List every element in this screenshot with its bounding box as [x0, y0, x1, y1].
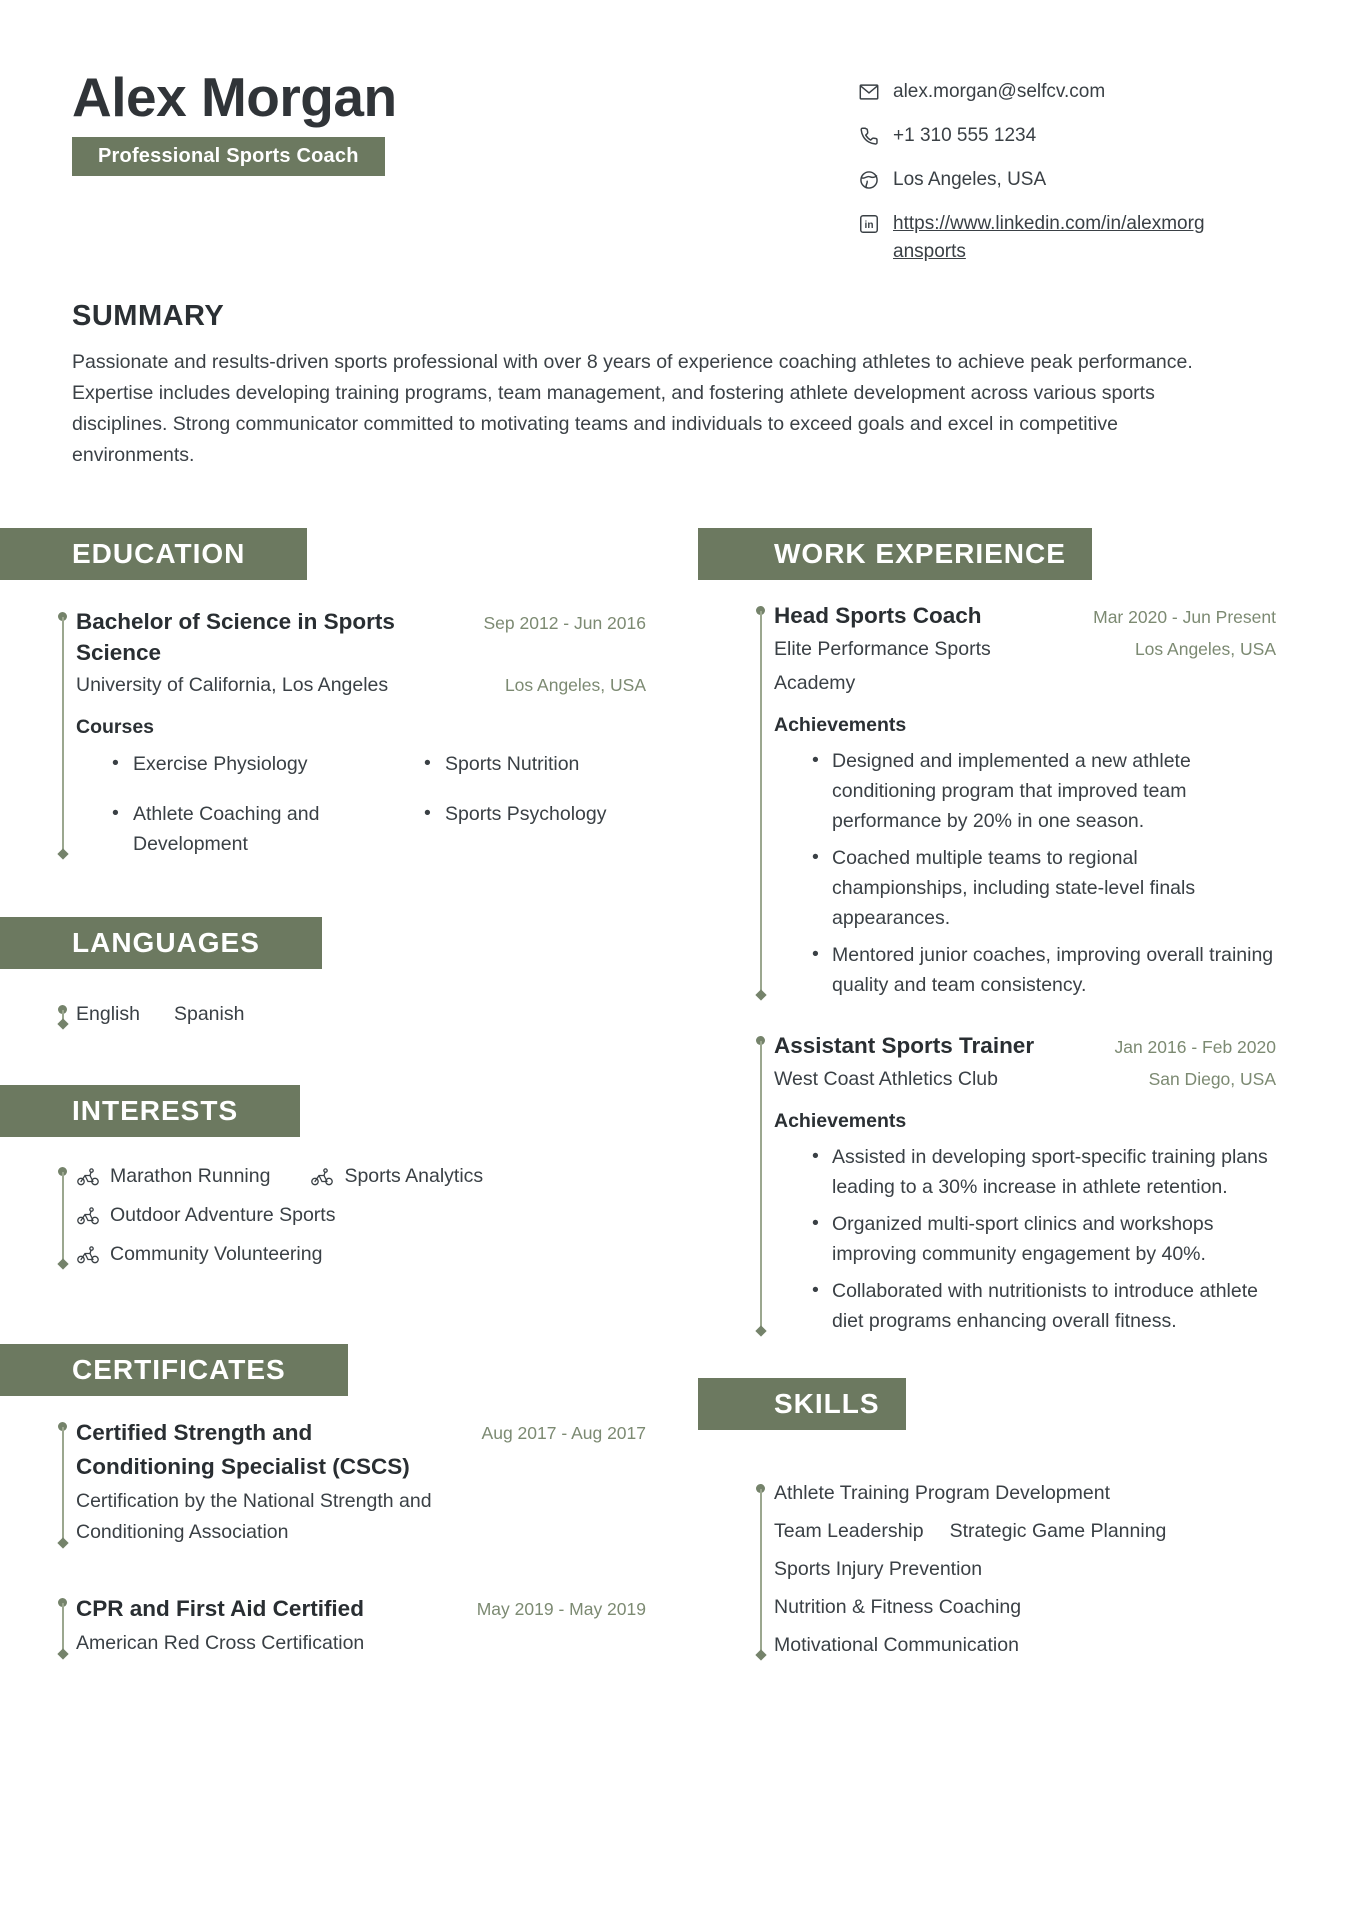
cyclist-icon: [76, 1245, 100, 1264]
person-name: Alex Morgan: [72, 66, 397, 128]
job-dates: Jan 2016 - Feb 2020: [1114, 1037, 1276, 1057]
section-heading-interests: INTERESTS: [0, 1085, 300, 1137]
bullet-icon: •: [812, 943, 819, 965]
email-icon: [858, 81, 880, 103]
section-heading-certificates: CERTIFICATES: [0, 1344, 348, 1396]
section-heading-education: EDUCATION: [0, 528, 307, 580]
left-column: [0, 528, 650, 1659]
contact-email-row: [858, 78, 1210, 106]
job-title: Assistant Sports Trainer: [774, 1033, 1035, 1058]
language-item: English: [76, 1003, 140, 1025]
timeline: [58, 1167, 67, 1268]
certificate-dates: May 2019 - May 2019: [476, 1599, 646, 1619]
interest-item: Sports Analytics: [310, 1161, 483, 1191]
skill-item: Team Leadership: [774, 1520, 924, 1542]
course-item: • Sports Psychology: [388, 799, 646, 859]
interest-item: Outdoor Adventure Sports: [76, 1200, 335, 1230]
skill-item: Motivational Communication: [774, 1634, 1019, 1656]
course-item: • Sports Nutrition: [388, 749, 646, 779]
timeline-line: [760, 611, 762, 992]
timeline: [58, 612, 67, 858]
school-name: University of California, Los Angeles: [76, 674, 389, 696]
achievement-item: • Designed and implemented a new athlete conditioning program that improved team performance by 20% in one season.: [774, 746, 1276, 836]
course-item: • Exercise Physiology: [76, 749, 388, 779]
education-location: Los Angeles, USA: [504, 675, 646, 695]
certificate-dates: Aug 2017 - Aug 2017: [481, 1423, 646, 1443]
achievement-item: • Coached multiple teams to regional championships, including state-level finals appearances.: [774, 843, 1276, 933]
education-entry: [58, 606, 646, 859]
cyclist-icon: [310, 1167, 334, 1186]
skill-item: Strategic Game Planning: [949, 1520, 1167, 1542]
skill-item: Nutrition & Fitness Coaching: [774, 1596, 1022, 1618]
timeline-diamond: [755, 989, 766, 1000]
timeline-diamond: [755, 1649, 766, 1660]
achievements-label: Achievements: [774, 714, 907, 736]
job-company: West Coast Athletics Club: [774, 1068, 998, 1090]
cyclist-icon: [76, 1167, 100, 1186]
right-column: [698, 528, 1350, 1668]
job-location: San Diego, USA: [1148, 1069, 1276, 1089]
timeline-line: [62, 1172, 64, 1261]
bullet-icon: •: [812, 1212, 819, 1234]
bullet-icon: •: [112, 752, 119, 774]
achievement-item: • Organized multi-sport clinics and workshops improving community engagement by 40%.: [774, 1209, 1276, 1269]
contact-location: Los Angeles, USA: [893, 169, 1047, 190]
certificate-issuer: Certification by the National Strength and Conditioning Association: [76, 1490, 432, 1543]
contact-phone: +1 310 555 1234: [893, 125, 1037, 146]
timeline-diamond: [57, 848, 68, 859]
job-dates: Mar 2020 - Jun Present: [1093, 607, 1276, 627]
bullet-icon: •: [812, 1145, 819, 1167]
timeline: [58, 1598, 67, 1658]
timeline-diamond: [57, 1018, 68, 1029]
contact-email: alex.morgan@selfcv.com: [893, 81, 1106, 102]
job-location: Los Angeles, USA: [1134, 639, 1276, 659]
timeline-diamond: [57, 1258, 68, 1269]
languages-list: [76, 999, 646, 1029]
work-entry: [756, 1030, 1276, 1336]
courses-list: [76, 749, 646, 859]
svg-text:in: in: [864, 219, 874, 231]
timeline-diamond: [755, 1325, 766, 1336]
language-item: Spanish: [173, 1003, 245, 1025]
languages-entry: [58, 999, 646, 1029]
bullet-icon: •: [812, 1279, 819, 1301]
certificate-issuer: American Red Cross Certification: [76, 1632, 365, 1654]
interests-entry: [58, 1161, 646, 1269]
contact-location-row: [858, 166, 1210, 194]
achievements-list: [774, 746, 1276, 1000]
timeline: [58, 1005, 67, 1028]
education-dates: Sep 2012 - Jun 2016: [483, 613, 646, 633]
linkedin-link[interactable]: https://www.linkedin.com/in/alexmorgansports: [893, 213, 1205, 262]
timeline: [58, 1422, 67, 1547]
timeline-line: [62, 1427, 64, 1540]
section-heading-skills: SKILLS: [698, 1378, 906, 1430]
achievement-item: • Mentored junior coaches, improving overall training quality and team consistency.: [774, 940, 1276, 1000]
timeline: [756, 1036, 765, 1335]
timeline-line: [62, 1603, 64, 1651]
course-item: • Athlete Coaching and Development: [76, 799, 388, 859]
skill-item: Athlete Training Program Development: [774, 1482, 1111, 1504]
bullet-icon: •: [424, 752, 431, 774]
timeline-diamond: [57, 1537, 68, 1548]
summary-text: Passionate and results-driven sports professional with over 8 years of experience coaching athletes to achieve peak performance. Expertise includes developing training programs, team management, and fostering athlete development across various sports disciplines. Strong communicator committed to motivating teams and individuals to exceed goals and excel in competitive environments.: [72, 351, 1193, 466]
timeline: [756, 1484, 765, 1659]
timeline: [756, 606, 765, 999]
contact-phone-row: [858, 122, 1210, 150]
timeline-line: [760, 1489, 762, 1652]
skills-entry: [756, 1478, 1276, 1660]
certificate-title: Certified Strength and Conditioning Specialist (CSCS): [76, 1420, 410, 1479]
phone-icon: [858, 125, 880, 147]
summary-section: [72, 300, 1232, 471]
bullet-icon: •: [812, 846, 819, 868]
timeline-line: [760, 1041, 762, 1328]
achievements-label: Achievements: [774, 1110, 907, 1132]
summary-heading: SUMMARY: [72, 300, 225, 332]
header: [72, 66, 397, 176]
skill-item: Sports Injury Prevention: [774, 1558, 983, 1580]
timeline-diamond: [57, 1648, 68, 1659]
contact-linkedin-row: [858, 210, 1210, 266]
linkedin-icon: [858, 213, 880, 235]
achievement-item: • Assisted in developing sport-specific training plans leading to a 30% increase in athlete retention.: [774, 1142, 1276, 1202]
section-heading-languages: LANGUAGES: [0, 917, 322, 969]
work-entry: [756, 600, 1276, 1000]
job-title: Head Sports Coach: [774, 603, 982, 628]
contact-block: [858, 78, 1210, 282]
achievement-item: • Collaborated with nutritionists to introduce athlete diet programs enhancing overall fitness.: [774, 1276, 1276, 1336]
title-badge: Professional Sports Coach: [72, 137, 385, 176]
bullet-icon: •: [812, 749, 819, 771]
certificate-title: CPR and First Aid Certified: [76, 1596, 364, 1621]
job-company: Elite Performance Sports Academy: [774, 638, 991, 694]
courses-label: Courses: [76, 716, 155, 738]
certificate-entry: [58, 1592, 646, 1659]
certificate-entry: [58, 1416, 646, 1548]
bullet-icon: •: [424, 802, 431, 824]
globe-icon: [858, 169, 880, 191]
section-heading-work-experience: WORK EXPERIENCE: [698, 528, 1092, 580]
cyclist-icon: [76, 1206, 100, 1225]
interest-item: Community Volunteering: [76, 1239, 322, 1269]
bullet-icon: •: [112, 802, 119, 824]
interest-item: Marathon Running: [76, 1161, 270, 1191]
timeline-line: [62, 617, 64, 851]
achievements-list: [774, 1142, 1276, 1336]
degree-title: Bachelor of Science in Sports Science: [76, 609, 395, 665]
